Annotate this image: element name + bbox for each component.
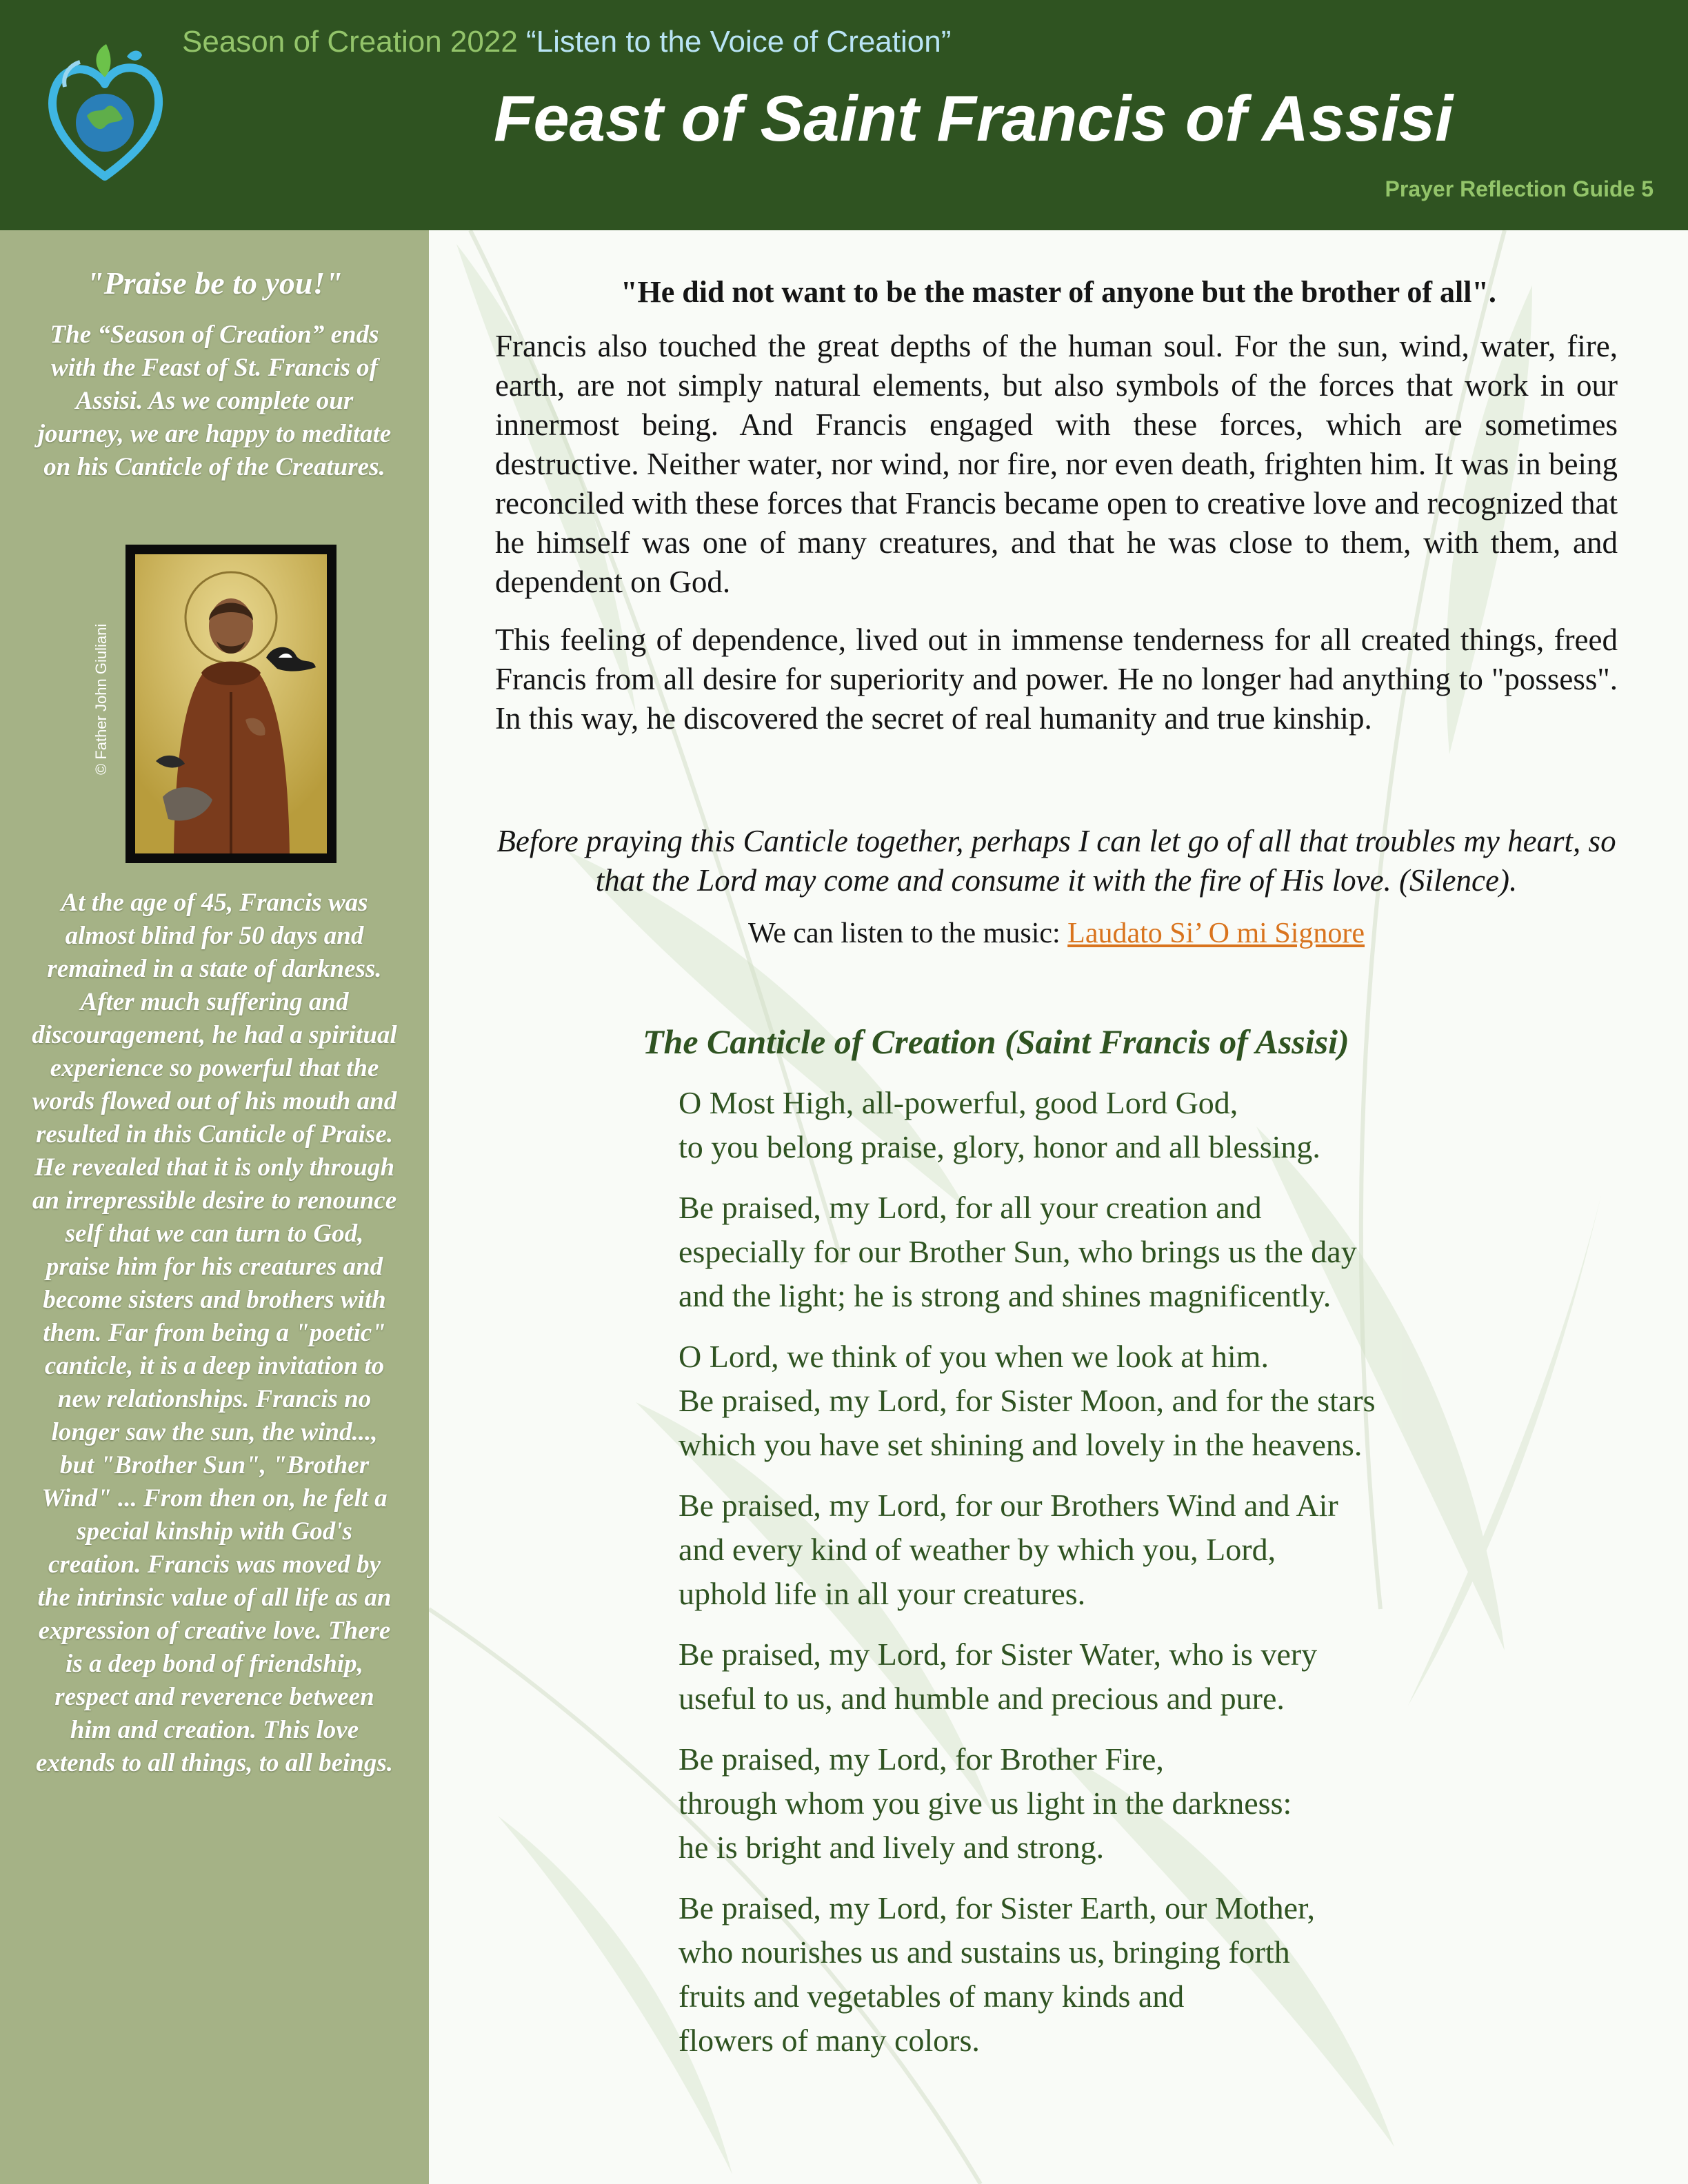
canticle-line: Be praised, my Lord, for Sister Moon, and for the stars (679, 1383, 1376, 1418)
reflection-paragraph-1: Francis also touched the great depths of the human soul. For the sun, wind, water, fire, earth, are not simply natural elements, but also symbols of the forces that work in our innermost being. And Francis engaged with these forces, which are sometimes destructive. Neither water, nor wind, nor fire, nor even death, frighten him. It was in being reconciled with these forces that Francis became open to creative love and recognized that he himself was one of many creatures, and that he was close to them, with them, and dependent on God. (495, 329, 1618, 599)
canticle-line: Be praised, my Lord, for Sister Earth, our Mother, (679, 1890, 1316, 1925)
canticle-line: and the light; he is strong and shines magnificently. (679, 1278, 1332, 1313)
canticle-line: uphold life in all your creatures. (679, 1576, 1086, 1611)
main-content (429, 230, 1688, 2184)
page-header (0, 0, 1688, 230)
canticle-stanza (679, 1737, 1575, 1870)
prayer-invitation: Before praying this Canticle together, perhaps I can let go of all that troubles my heart, so that the Lord may come and consume it with the fire of His love. (Silence). (496, 824, 1616, 898)
music-line (495, 917, 1618, 950)
canticle-title: The Canticle of Creation (Saint Francis of Assisi) (643, 1022, 1349, 1061)
canticle-line: Be praised, my Lord, for all your creation and (679, 1190, 1262, 1225)
sidebar-title: "Praise be to you!" (86, 265, 343, 301)
canticle-stanza (679, 1484, 1575, 1616)
canticle-line: fruits and vegetables of many kinds and (679, 1979, 1185, 2014)
canticle-line: O Lord, we think of you when we look at him. (679, 1339, 1269, 1374)
canticle-line: to you belong praise, glory, honor and all blessing. (679, 1129, 1320, 1164)
reflection-paragraph-2: This feeling of dependence, lived out in immense tenderness for all created things, freed Francis from all desire for superiority and power. He no longer had anything to "possess". In this way, he discovered the secret of real humanity and true kinship. (495, 623, 1618, 736)
canticle-line: Be praised, my Lord, for Brother Fire, (679, 1741, 1164, 1777)
canticle-line: and every kind of weather by which you, Lord, (679, 1532, 1276, 1567)
sidebar (0, 230, 429, 2184)
canticle-line: flowers of many colors. (679, 2023, 980, 2058)
canticle-stanza (679, 1081, 1575, 1169)
image-credit: © Father John Giuliani (92, 623, 110, 775)
canticle-line: Be praised, my Lord, for our Brothers Wind and Air (679, 1488, 1338, 1523)
canticle-stanza (679, 1335, 1575, 1467)
saint-francis-painting (135, 554, 327, 853)
guide-label: Prayer Reflection Guide 5 (1385, 176, 1654, 201)
canticle-line: O Most High, all-powerful, good Lord God, (679, 1085, 1238, 1120)
canticle-line: Be praised, my Lord, for Sister Water, who is very (679, 1637, 1318, 1672)
canticle-line: he is bright and lively and strong. (679, 1830, 1105, 1865)
music-link[interactable]: Laudato Si’ O mi Signore (1067, 918, 1365, 949)
season-theme: “Listen to the Voice of Creation” (526, 25, 952, 59)
canticle-stanza (679, 1632, 1575, 1721)
season-name: Season of Creation 2022 (182, 25, 518, 59)
page-title: Feast of Saint Francis of Assisi (494, 82, 1454, 154)
canticle-line: especially for our Brother Sun, who brings us the day (679, 1234, 1357, 1269)
sidebar-body: At the age of 45, Francis was almost blind for 50 days and remained in a state of darkness. After much suffering and discouragement, he had a spiritual experience so powerful that the words flowed out of his mouth and resulted in this Canticle of Praise. He revealed that it is only through an irrepressible desire to renounce self that we can turn to God, praise him for his creatures and become sisters and brothers with them. Far from being a "poetic" canticle, it is a deep invitation to new relationships. Francis no longer saw the sun, the wind..., but "Brother Sun", "Brother Wind" ... From then on, he felt a special kinship with God's creation. Francis was moved by the intrinsic value of all life as an expression of creative love. There is a deep bond of friendship, respect and reverence between him and creation. This love extends to all things, to all beings. (32, 889, 397, 1777)
canticle-line: useful to us, and humble and precious and pure. (679, 1681, 1285, 1716)
saint-francis-icon-image (125, 545, 336, 863)
globe-heart-leaf-logo-icon (44, 39, 165, 190)
canticle-stanza (679, 1186, 1575, 1318)
lead-quote: "He did not want to be the master of anyone but the brother of all". (621, 275, 1496, 309)
season-line (182, 25, 951, 59)
music-prefix: We can listen to the music: (748, 918, 1068, 949)
canticle-line: who nourishes us and sustains us, bringing forth (679, 1934, 1290, 1970)
canticle-stanzas (679, 1081, 1575, 2079)
canticle-line: through whom you give us light in the darkness: (679, 1786, 1292, 1821)
canticle-stanza (679, 1886, 1575, 2063)
sidebar-intro: The “Season of Creation” ends with the Feast of St. Francis of Assisi. As we complete our journey, we are happy to meditate on his Canticle of the Creatures. (37, 321, 392, 481)
canticle-line: which you have set shining and lovely in the heavens. (679, 1427, 1363, 1462)
